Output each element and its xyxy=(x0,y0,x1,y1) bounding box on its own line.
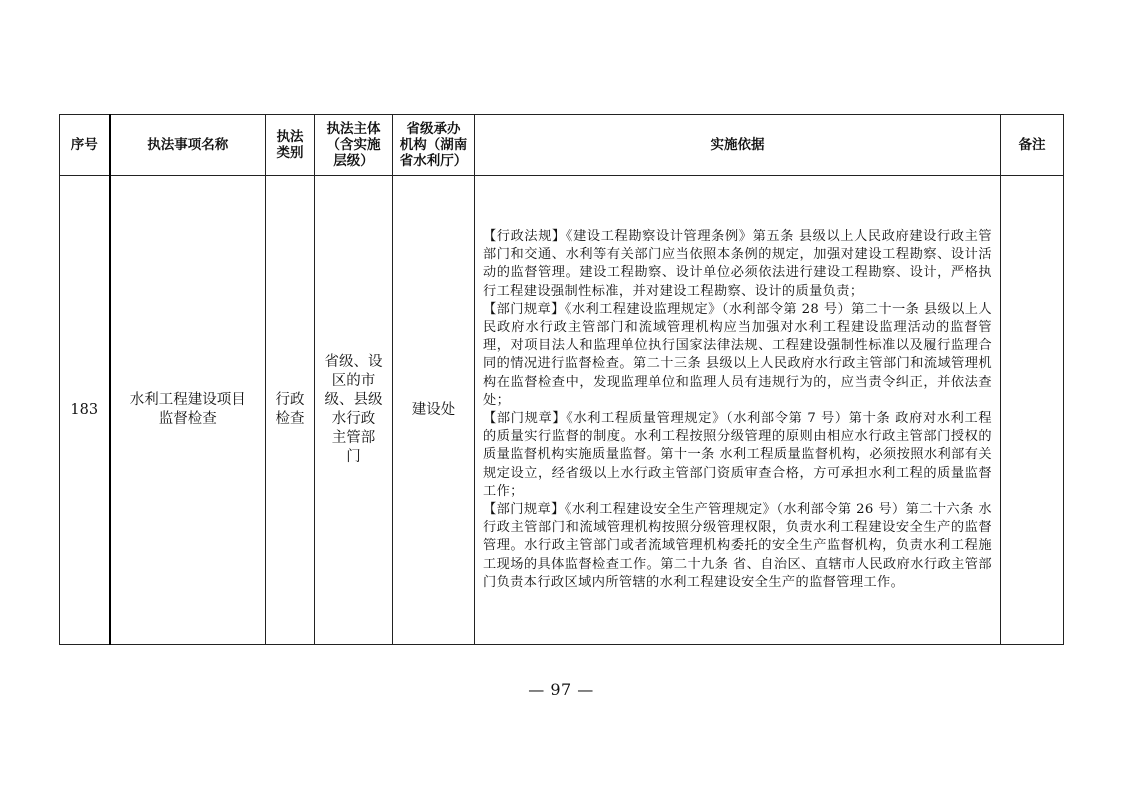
header-seq: 序号 xyxy=(60,115,110,176)
row-agency: 建设处 xyxy=(393,176,475,645)
row-seq: 183 xyxy=(60,176,110,645)
header-basis: 实施依据 xyxy=(475,115,1001,176)
row-remark xyxy=(1001,176,1064,645)
row-name: 水利工程建设项目 监督检查 xyxy=(110,176,266,645)
row-category: 行政 检查 xyxy=(266,176,315,645)
basis-paragraph: 【部门规章】《水利工程建设监理规定》（水利部令第 28 号）第二十一条 县级以上人民政府水行政主管部门和流域管理机构应当加强对水利工程建设监理活动的监督管理，对项目法人和监理单位执行国家法律法规、工程建设强制性标准以及履行监理合同的情况进行监督检查。第二十三条 县级以上人民政府水行政主管部门和流域管理机构在监督检查中，发现监理单位和监理人员有违规行为的，应当责令纠正，并依法查处； xyxy=(483,301,992,408)
header-subject: 执法主体 （含实施 层级） xyxy=(315,115,393,176)
enforcement-table xyxy=(59,114,1064,645)
table-row xyxy=(60,176,1064,645)
header-remark: 备注 xyxy=(1001,115,1064,176)
row-subject: 省级、设 区的市 级、县级 水行政 主管部 门 xyxy=(315,176,393,645)
page-number: — 97 — xyxy=(528,680,594,699)
basis-paragraph: 【部门规章】《水利工程建设安全生产管理规定》（水利部令第 26 号）第二十六条 水行政主管部门和流域管理机构按照分级管理权限，负责水利工程建设安全生产的监督管理。水行政主管部门或者流域管理机构委托的安全生产监督机构，负责水利工程施工现场的具体监督检查工作。第二十九条 省、自治区、直辖市人民政府水行政主管部门负责本行政区域内所管辖的水利工程建设安全生产的监督管理工作。 xyxy=(483,502,992,590)
header-category: 执法 类别 xyxy=(266,115,315,176)
basis-paragraph: 【行政法规】《建设工程勘察设计管理条例》第五条 县级以上人民政府建设行政主管部门和交通、水利等有关部门应当依照本条例的规定，加强对建设工程勘察、设计活动的监督管理。建设工程勘察、设计单位必须依法进行建设工程勘察、设计，严格执行工程建设强制性标准，并对建设工程勘察、设计的质量负责； xyxy=(483,228,992,299)
header-name: 执法事项名称 xyxy=(110,115,266,176)
header-agency: 省级承办 机构（湖南 省水利厅） xyxy=(393,115,475,176)
basis-paragraph: 【部门规章】《水利工程质量管理规定》（水利部令第 7 号）第十条 政府对水利工程的质量实行监督的制度。水利工程按照分级管理的原则由相应水行政主管部门授权的质量监督机构实施质量监督。第十一条 水利工程质量监督机构，必须按照水利部有关规定设立，经省级以上水行政主管部门资质审查合格，方可承担水利工程的质量监督工作； xyxy=(483,411,992,499)
row-basis xyxy=(475,176,1001,645)
table-header-row xyxy=(60,115,1064,176)
